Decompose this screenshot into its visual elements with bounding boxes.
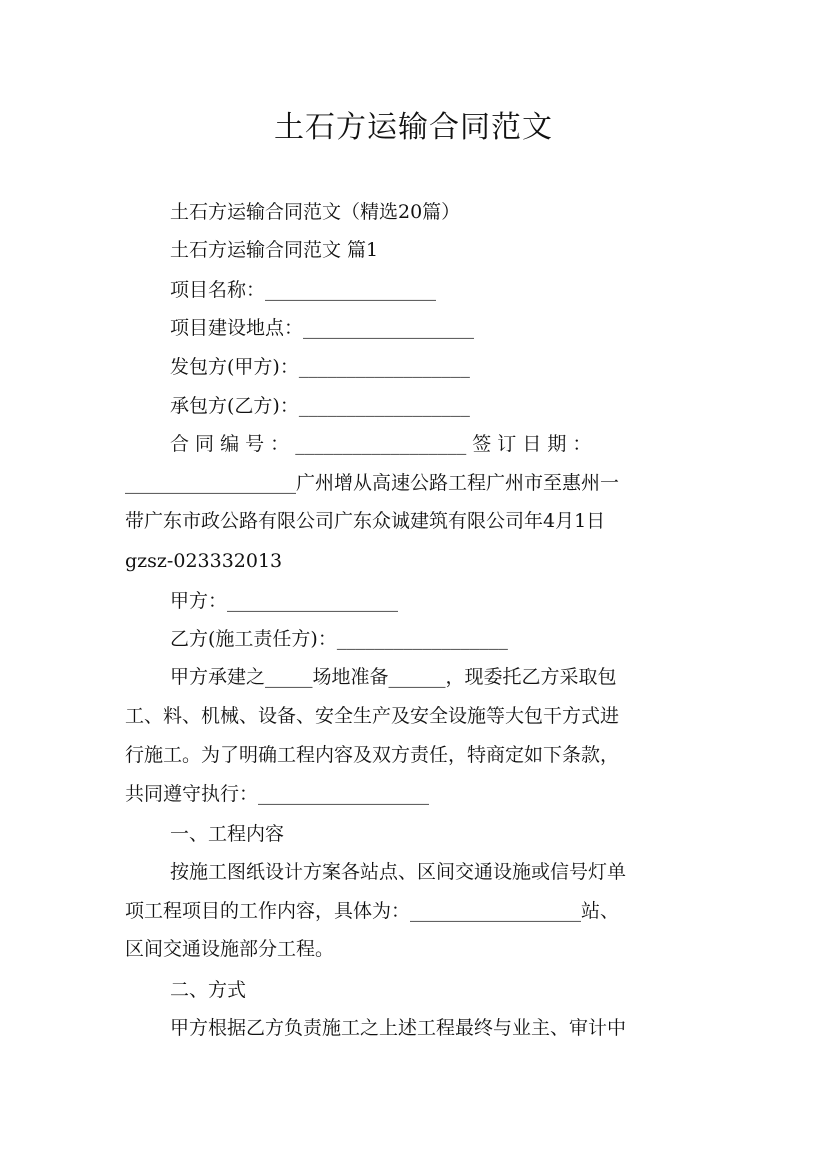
section-heading: 土石方运输合同范文 篇1 [170,239,379,261]
section-heading: 二、方式 [170,979,247,1001]
body-line: 带广东市政公路有限公司广东众诚建筑有限公司年4月1日 [125,510,606,532]
contract-number-line: 合 同 编 号 ： __________________ 签 订 日 期 ： [170,433,592,455]
document-title: 土石方运输合同范文 [274,110,553,145]
body-line: 区间交通设施部分工程。 [125,938,335,960]
body-line: 甲方承建之_____场地准备______，现委托乙方采取包 [170,666,617,688]
subtitle-line: 土石方运输合同范文（精选20篇） [170,201,461,223]
body-line: __________________广州增从高速公路工程广州市至惠州一 [125,472,620,494]
body-line: 行施工。为了明确工程内容及双方责任，特商定如下条款， [125,744,620,766]
contract-code-line: gzsz-023332013 [125,550,283,572]
party-b-signature-field: 乙方(施工责任方)：__________________ [170,628,508,650]
body-line: 按施工图纸设计方案各站点、区间交通设施或信号灯单 [170,861,627,883]
party-b-field: 承包方(乙方)：__________________ [170,395,470,417]
body-line: 共同遵守执行：__________________ [125,783,430,805]
body-line: 工、料、机械、设备、安全生产及安全设施等大包干方式进 [125,705,620,727]
body-line: 甲方根据乙方负责施工之上述工程最终与业主、审计中 [170,1017,627,1039]
party-a-signature-field: 甲方：__________________ [170,590,399,612]
project-name-field: 项目名称：__________________ [170,279,437,301]
party-a-field: 发包方(甲方)：__________________ [170,356,470,378]
section-heading: 一、工程内容 [170,823,285,845]
body-line: 项工程项目的工作内容，具体为：__________________站、 [125,900,620,922]
project-location-field: 项目建设地点：__________________ [170,317,475,339]
